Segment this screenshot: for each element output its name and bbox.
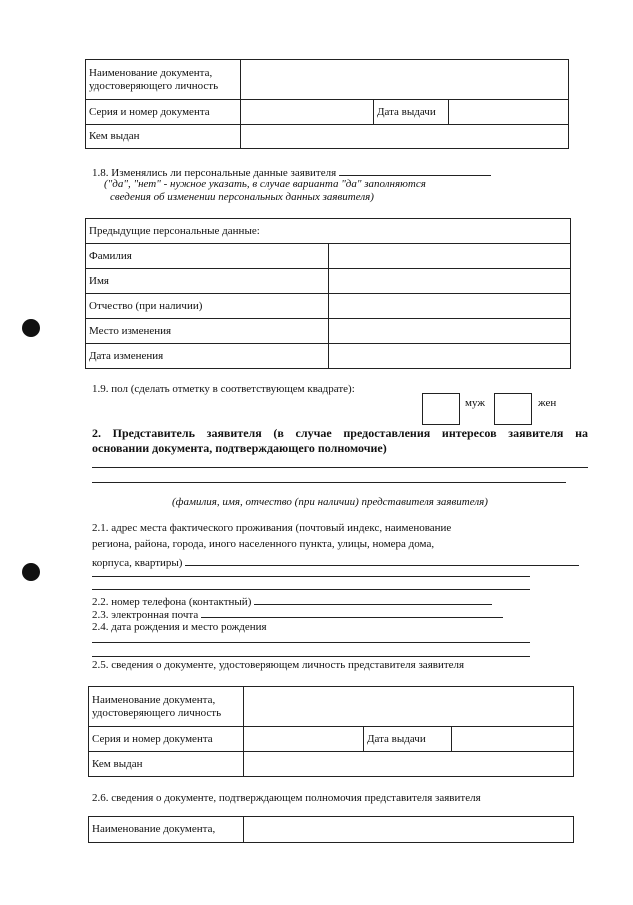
birth-label: 2.4. дата рождения и место рождения (92, 621, 267, 633)
rep-doc-date-field[interactable] (452, 727, 574, 752)
male-label: муж (465, 397, 485, 409)
change-date-label: Дата изменения (86, 344, 329, 369)
address-field-2[interactable] (92, 576, 530, 577)
section-1-8-note-1: ("да", "нет" - нужное указать, в случае варианта "да" заполняются (104, 178, 426, 190)
rep-doc-series-field[interactable] (244, 727, 364, 752)
representative-name-caption: (фамилия, имя, отчество (при наличии) представителя заявителя) (172, 496, 488, 508)
applicant-doc-issuer-label: Кем выдан (86, 125, 241, 149)
previous-surname-field[interactable] (329, 244, 571, 269)
representative-doc-info-label: 2.5. сведения о документе, удостоверяющем личность представителя заявителя (92, 659, 465, 671)
applicant-document-table (85, 59, 569, 149)
male-checkbox[interactable] (422, 393, 460, 425)
rep-doc-series-label: Серия и номер документа (89, 727, 244, 752)
applicant-doc-series-label: Серия и номер документа (86, 100, 241, 125)
change-place-label: Место изменения (86, 319, 329, 344)
previous-name-field[interactable] (329, 269, 571, 294)
representative-name-line-2[interactable] (92, 482, 566, 483)
applicant-doc-name-field[interactable] (241, 60, 569, 100)
auth-doc-name-field[interactable] (244, 817, 574, 843)
hole-punch-mark (22, 563, 40, 581)
birth-field-2[interactable] (92, 656, 530, 657)
previous-surname-label: Фамилия (86, 244, 329, 269)
female-checkbox[interactable] (494, 393, 532, 425)
previous-data-header: Предыдущие персональные данные: (86, 219, 571, 244)
phone-label: 2.2. номер телефона (контактный) (92, 593, 492, 608)
rep-doc-issuer-label: Кем выдан (89, 752, 244, 777)
address-field-3[interactable] (92, 589, 530, 590)
rep-doc-date-label: Дата выдачи (364, 727, 452, 752)
address-label-3: корпуса, квартиры) (92, 554, 579, 569)
authority-doc-info-label: 2.6. сведения о документе, подтверждающем полномочия представителя заявителя (92, 792, 481, 804)
representative-name-line-1[interactable] (92, 467, 588, 468)
change-date-field[interactable] (329, 344, 571, 369)
previous-patronymic-field[interactable] (329, 294, 571, 319)
address-field-1[interactable] (185, 554, 579, 566)
section-1-8-question: 1.8. Изменялись ли персональные данные заявителя (92, 164, 491, 179)
auth-doc-name-label: Наименование документа, (89, 817, 244, 843)
applicant-doc-date-field[interactable] (449, 100, 569, 125)
applicant-doc-series-field[interactable] (241, 100, 374, 125)
change-place-field[interactable] (329, 319, 571, 344)
personal-data-changed-field[interactable] (339, 164, 491, 176)
previous-name-label: Имя (86, 269, 329, 294)
hole-punch-mark (22, 319, 40, 337)
female-label: жен (538, 397, 557, 409)
rep-doc-name-label: Наименование документа, удостоверяющего личность (89, 687, 244, 727)
address-label-2: региона, района, города, иного населенного пункта, улицы, номера дома, (92, 538, 435, 550)
previous-patronymic-label: Отчество (при наличии) (86, 294, 329, 319)
phone-field[interactable] (254, 593, 492, 605)
email-label: 2.3. электронная почта (92, 606, 503, 621)
previous-personal-data-table (85, 218, 571, 369)
rep-doc-name-field[interactable] (244, 687, 574, 727)
rep-doc-issuer-field[interactable] (244, 752, 574, 777)
section-2-title-1: 2. Представитель заявителя (в случае предоставления интересов заявителя на (92, 426, 588, 440)
section-1-8-note-2: сведения об изменении персональных данных заявителя) (110, 191, 374, 203)
representative-document-table (88, 686, 574, 777)
address-label-1: 2.1. адрес места фактического проживания (почтовый индекс, наименование (92, 522, 452, 534)
applicant-doc-name-label: Наименование документа, удостоверяющего личность (86, 60, 241, 100)
authority-document-table (88, 816, 574, 843)
section-2-title-2: основании документа, подтверждающего полномочие) (92, 441, 387, 455)
applicant-doc-date-label: Дата выдачи (374, 100, 449, 125)
applicant-doc-issuer-field[interactable] (241, 125, 569, 149)
birth-field-1[interactable] (92, 642, 530, 643)
email-field[interactable] (201, 606, 503, 618)
section-1-9-text: 1.9. пол (сделать отметку в соответствующем квадрате): (92, 383, 355, 395)
